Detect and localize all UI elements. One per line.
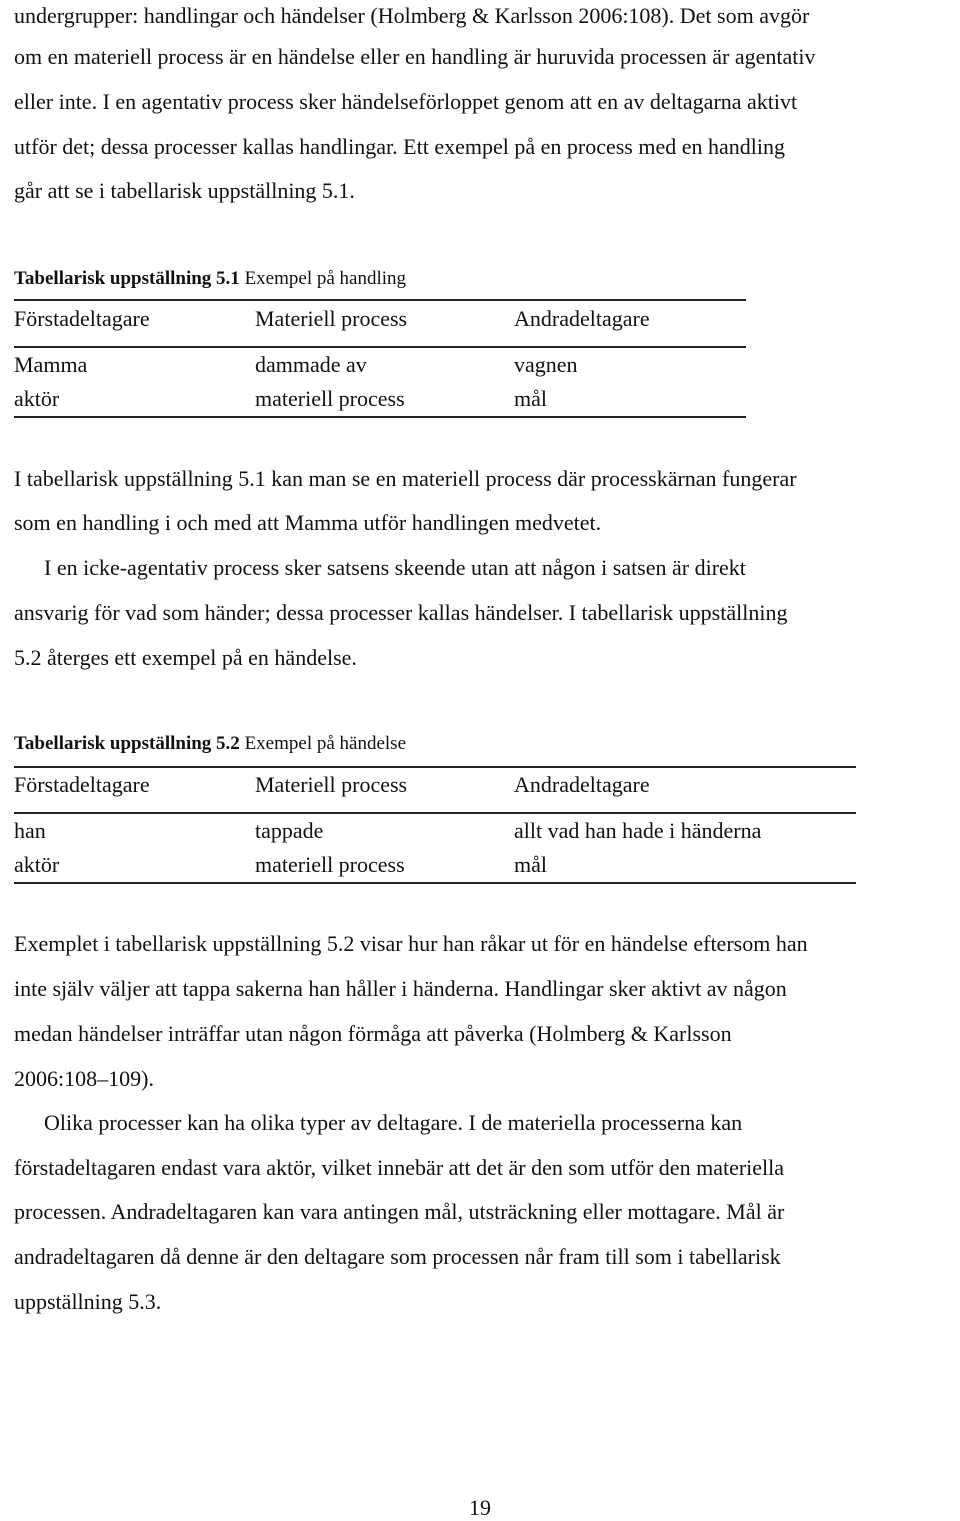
- text-line: som en handling i och med att Mamma utför handlingen medvetet.: [14, 510, 602, 535]
- text-line: uppställning 5.3.: [14, 1289, 162, 1314]
- text-line: eller inte. I en agentativ process sker händelseförloppet genom att en av deltagarna aktivt: [14, 89, 798, 114]
- table-cell: allt vad han hade i händerna: [514, 818, 762, 843]
- table-cell: tappade: [255, 818, 324, 843]
- header-first-participant: Förstadeltagare: [14, 306, 150, 331]
- text-line: I en icke-agentativ process sker satsens skeende utan att någon i satsen är direkt: [44, 555, 746, 580]
- text-line: 2006:108–109).: [14, 1066, 154, 1091]
- table-top-rule: [14, 766, 856, 768]
- page-number: 19: [469, 1495, 491, 1520]
- table-header-rule: [14, 346, 746, 348]
- text-line: medan händelser inträffar utan någon förmåga att påverka (Holmberg & Karlsson: [14, 1021, 732, 1046]
- text-line: Olika processer kan ha olika typer av deltagare. I de materiella processerna kan: [44, 1110, 743, 1135]
- header-first-participant: Förstadeltagare: [14, 772, 150, 797]
- caption-text: Exempel på handling: [239, 268, 407, 289]
- table-header-rule: [14, 812, 856, 814]
- header-process: Materiell process: [255, 306, 408, 331]
- text-line: går att se i tabellarisk uppställning 5.1.: [14, 178, 355, 203]
- table-top-rule: [14, 299, 746, 301]
- table-cell: materiell process: [255, 852, 405, 877]
- caption-label: Tabellarisk uppställning 5.1: [14, 268, 240, 289]
- header-second-participant: Andradeltagare: [514, 772, 650, 797]
- text-line: I tabellarisk uppställning 5.1 kan man se en materiell process där processkärnan fungerar: [14, 466, 797, 491]
- table-caption: [14, 268, 406, 290]
- table-cell: mål: [514, 852, 547, 877]
- table-cell: han: [14, 818, 46, 843]
- table-bottom-rule: [14, 416, 746, 418]
- table-bottom-rule: [14, 882, 856, 884]
- text-line: inte själv väljer att tappa sakerna han håller i händerna. Handlingar sker aktivt av någon: [14, 976, 787, 1001]
- table-cell: dammade av: [255, 352, 367, 377]
- text-line: utför det; dessa processer kallas handlingar. Ett exempel på en process med en handling: [14, 134, 785, 159]
- text-line: ansvarig för vad som händer; dessa processer kallas händelser. I tabellarisk uppställning: [14, 600, 788, 625]
- caption-label: Tabellarisk uppställning 5.2: [14, 733, 240, 754]
- table-cell: Mamma: [14, 352, 88, 377]
- table-cell: materiell process: [255, 386, 405, 411]
- text-line: processen. Andradeltagaren kan vara antingen mål, utsträckning eller mottagare. Mål är: [14, 1199, 785, 1224]
- header-process: Materiell process: [255, 772, 408, 797]
- text-line: Exemplet i tabellarisk uppställning 5.2 visar hur han råkar ut för en händelse eftersom han: [14, 931, 808, 956]
- text-line: förstadeltagaren endast vara aktör, vilket innebär att det är den som utför den materiella: [14, 1155, 785, 1180]
- header-second-participant: Andradeltagare: [514, 306, 650, 331]
- table-cell: aktör: [14, 852, 60, 877]
- text-line: undergrupper: handlingar och händelser (Holmberg & Karlsson 2006:108). Det som avgör: [14, 3, 810, 28]
- caption-text: Exempel på händelse: [239, 733, 406, 754]
- table-cell: vagnen: [514, 352, 578, 377]
- text-line: andradeltagaren då denne är den deltagare som processen når fram till som i tabellarisk: [14, 1244, 781, 1269]
- table-cell: mål: [514, 386, 547, 411]
- text-line: 5.2 återges ett exempel på en händelse.: [14, 645, 357, 670]
- table-caption: [14, 733, 406, 755]
- table-cell: aktör: [14, 386, 60, 411]
- text-line: om en materiell process är en händelse eller en handling är huruvida processen är agentativ: [14, 44, 816, 69]
